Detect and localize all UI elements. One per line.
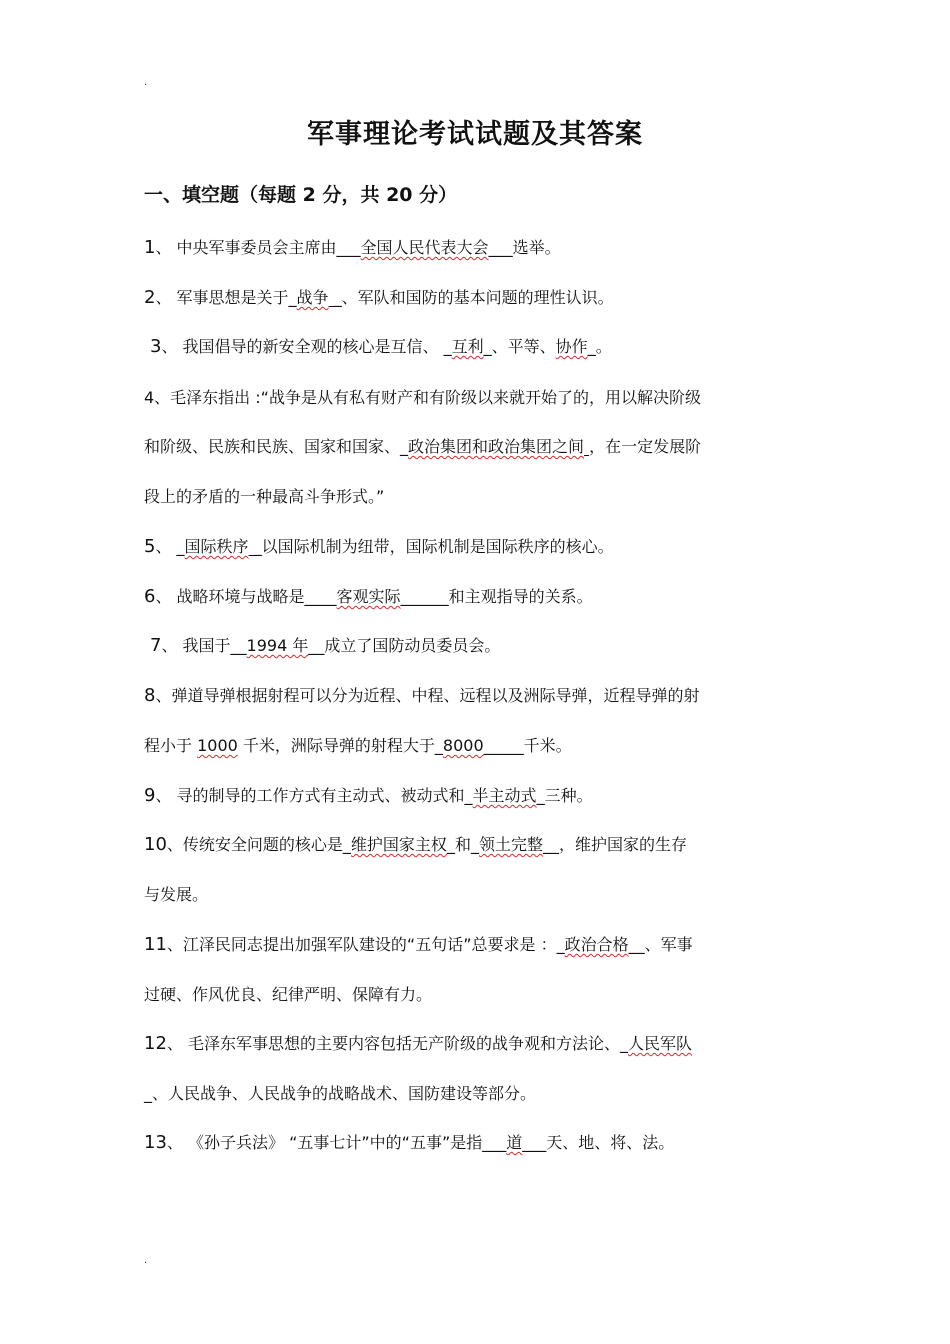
question-number: 3: [150, 336, 162, 357]
blank: __: [542, 835, 559, 854]
blank: _: [176, 537, 185, 556]
question-3: [150, 335, 818, 359]
blank: __: [628, 935, 645, 954]
answer: 国际秩序: [184, 537, 249, 556]
blank: ___: [482, 1133, 507, 1152]
blank: _: [328, 288, 342, 307]
blank: _: [400, 437, 409, 456]
question-4-line-2: [144, 435, 812, 459]
question-12-line-1: [144, 1032, 812, 1056]
question-text: 、 《孙子兵法》 “五事七计”中的“五事”是指: [166, 1133, 483, 1152]
blank: _: [464, 786, 473, 805]
blank: _: [483, 337, 492, 356]
question-text: 和: [454, 835, 471, 854]
question-11-line-1: [144, 933, 812, 957]
question-number: 1: [144, 237, 156, 258]
question-text: 、 中央军事委员会主席由: [155, 238, 337, 257]
answer: 客观实际: [336, 587, 401, 606]
question-text: 、 我国倡导的新安全观的核心是互信、: [161, 337, 444, 356]
question-12-line-2: [144, 1082, 812, 1106]
blank: _: [443, 337, 452, 356]
question-1: [144, 236, 812, 260]
answer: 协作: [555, 337, 588, 356]
blank: ___: [522, 1133, 547, 1152]
answer: 领土完整: [478, 835, 543, 854]
question-text: 、 寻的制导的工作方式有主动式、被动式和: [155, 786, 465, 805]
question-text: 千米，洲际导弹的射程大于: [237, 736, 435, 755]
question-8-line-2: [144, 734, 812, 758]
question-text: 、: [155, 537, 177, 556]
question-4-line-3: 段上的矛盾的一种最高斗争形式。”: [144, 487, 385, 506]
question-10-line-1: [144, 833, 812, 857]
question-number: 12: [144, 1033, 167, 1054]
question-text: 、传统安全问题的核心是: [166, 835, 343, 854]
question-number: 13: [144, 1132, 167, 1153]
question-6: [144, 585, 812, 609]
question-text: 和主观指导的关系。: [448, 587, 593, 606]
question-11-line-2: 过硬、作风优良、纪律严明、保障有力。: [144, 985, 433, 1004]
answer: 战争: [296, 288, 329, 307]
blank: __: [308, 636, 325, 655]
question-text: 、军队和国防的基本问题的理性认识。: [341, 288, 614, 307]
corner-dot: .: [144, 77, 148, 88]
blank: _: [434, 736, 443, 755]
answer: 1000: [197, 736, 238, 755]
answer: 8000: [442, 736, 484, 755]
question-number: 2: [144, 287, 156, 308]
answer: 1994 年: [246, 636, 309, 655]
blank: _: [587, 337, 596, 356]
question-10-line-2: 与发展。: [144, 885, 209, 904]
question-4-line-1: 4、毛泽东指出 :“战争是从有私有财产和有阶级以来就开始了的，用以解决阶级: [144, 388, 701, 407]
answer: 政治集团和政治集团之间: [408, 437, 585, 456]
question-number: 6: [144, 586, 156, 607]
question-text: 程小于: [144, 736, 198, 755]
question-text: 、弹道导弹根据射程可以分为近程、中程、远程以及洲际导弹，近程导弹的射: [155, 686, 700, 705]
answer: 道: [506, 1133, 523, 1152]
question-text: 三种。: [544, 786, 593, 805]
question-7: [150, 634, 818, 658]
question-text: 、 毛泽东军事思想的主要内容包括无产阶级的战争观和方法论、: [166, 1034, 620, 1053]
question-13: [144, 1131, 812, 1155]
question-number: 8: [144, 685, 156, 706]
question-9: [144, 784, 812, 808]
answer: 人民军队: [628, 1034, 693, 1053]
question-text: 成立了国防动员委员会。: [324, 636, 501, 655]
question-number: 5: [144, 536, 156, 557]
blank: _: [248, 537, 262, 556]
blank: _: [536, 786, 545, 805]
question-number: 10: [144, 834, 167, 855]
question-text: 天、地、将、法。: [546, 1133, 675, 1152]
question-text: 、军事: [644, 935, 693, 954]
answer: 半主动式: [472, 786, 537, 805]
answer: 全国人民代表大会: [360, 238, 489, 257]
blank: ______: [400, 587, 449, 606]
question-text: 以国际机制为纽带，国际机制是国际秩序的核心。: [261, 537, 614, 556]
blank: _: [342, 835, 351, 854]
question-text: 、 军事思想是关于: [155, 288, 289, 307]
blank: _: [288, 288, 297, 307]
question-text: 、人民战争、人民战争的战略战术、国防建设等部分。: [152, 1084, 537, 1103]
question-text: 、 战略环境与战略是: [155, 587, 305, 606]
question-text: 。: [595, 337, 612, 356]
question-text: 选举。: [512, 238, 561, 257]
blank: _: [470, 835, 479, 854]
blank: _: [144, 1084, 152, 1103]
corner-dot: .: [144, 1255, 148, 1266]
question-text: 和阶级、民族和民族、国家和国家、: [144, 437, 401, 456]
question-text: 千米。: [523, 736, 572, 755]
blank: ___: [336, 238, 361, 257]
blank: ____: [304, 587, 337, 606]
question-text: ，在一定发展阶: [589, 437, 702, 456]
question-text: ，维护国家的生存: [558, 835, 687, 854]
blank: ___: [488, 238, 513, 257]
question-number: 9: [144, 785, 156, 806]
section-heading: 一、填空题（每题 2 分，共 20 分）: [144, 184, 458, 206]
question-5: [144, 535, 812, 559]
question-number: 11: [144, 934, 167, 955]
answer: 互利: [451, 337, 484, 356]
answer: 政治合格: [564, 935, 629, 954]
blank: _: [556, 935, 565, 954]
page-title: 军事理论考试试题及其答案: [307, 119, 643, 150]
question-text: 、江泽民同志提出加强军队建设的“五句话”总要求是 ：: [166, 935, 557, 954]
blank: __: [230, 636, 247, 655]
question-text: 、 我国于: [161, 636, 231, 655]
question-8-line-1: [144, 684, 812, 708]
question-2: [144, 286, 812, 310]
blank: _____: [483, 736, 524, 755]
blank: _: [620, 1034, 628, 1053]
question-number: 7: [150, 635, 162, 656]
blank: _: [446, 835, 455, 854]
question-text: 、平等、: [491, 337, 556, 356]
answer: 维护国家主权: [350, 835, 447, 854]
